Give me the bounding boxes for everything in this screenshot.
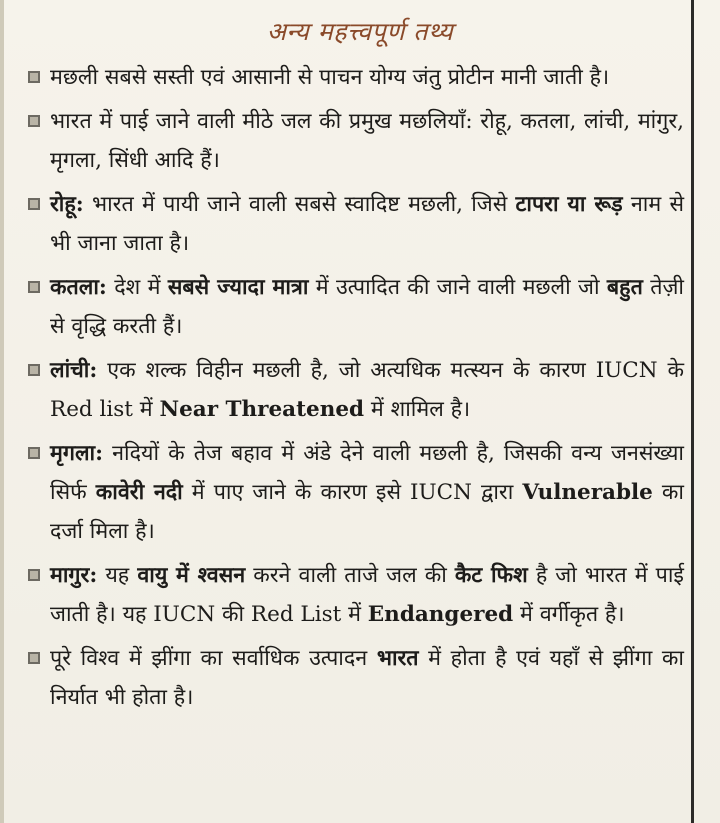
- fact-emphasis: Vulnerable: [522, 480, 653, 505]
- fact-text: पूरे विश्व में झींगा का सर्वाधिक उत्पादन: [50, 646, 377, 671]
- fact-term: लांची:: [50, 358, 98, 383]
- fact-item-katla: [28, 268, 692, 346]
- fact-emphasis: वायु में श्वसन: [137, 563, 246, 588]
- square-bullet-icon: [28, 198, 40, 210]
- fact-text: में वर्गीकृत है।: [513, 602, 625, 627]
- fact-text: का दर्जा मिला है।: [50, 480, 684, 544]
- fact-emphasis: टापरा या रूड़: [515, 192, 623, 217]
- square-bullet-icon: [28, 71, 40, 83]
- fact-item-magur: [28, 556, 692, 634]
- fact-emphasis: सबसे ज्यादा मात्रा: [167, 275, 309, 300]
- fact-text: में पाए जाने के कारण इसे IUCN द्वारा: [182, 480, 523, 505]
- square-bullet-icon: [28, 281, 40, 293]
- fact-term: रोहू:: [50, 192, 84, 217]
- fact-item-prawn: [28, 639, 692, 717]
- fact-text: करने वाली ताजे जल की: [245, 563, 455, 588]
- square-bullet-icon: [28, 447, 40, 459]
- fact-text: देश में: [106, 275, 168, 300]
- fact-item-freshwater-fishes: [28, 102, 692, 180]
- fact-term: मागुर:: [50, 563, 98, 588]
- fact-term: मृगला:: [50, 441, 104, 466]
- fact-emphasis: Endangered: [367, 602, 514, 627]
- fact-item-rohu: [28, 185, 692, 263]
- fact-text: एक शल्क विहीन मछली है, जो अत्यधिक मत्स्यन के कारण IUCN के Red list में: [50, 358, 684, 422]
- square-bullet-icon: [28, 652, 40, 664]
- fact-emphasis: कावेरी नदी: [95, 480, 183, 505]
- fact-text: यह: [97, 563, 138, 588]
- fact-text: मछली सबसे सस्ती एवं आसानी से पाचन योग्य जंतु प्रोटीन मानी जाती है।: [50, 65, 610, 90]
- fact-item-mrigal: [28, 434, 692, 551]
- facts-list: [28, 58, 692, 717]
- fact-item-fish-protein: [28, 58, 692, 97]
- fact-term: कतला:: [50, 275, 107, 300]
- fact-item-lanchi: [28, 351, 692, 429]
- section-heading: अन्य महत्त्वपूर्ण तथ्य: [266, 17, 454, 46]
- fact-emphasis: भारत: [376, 646, 419, 671]
- fact-text: भारत में पाई जाने वाली मीठे जल की प्रमुख मछलियाँ: रोहू, कतला, लांची, मांगुर, मृगला, सिंधी आदि हैं।: [50, 109, 684, 173]
- square-bullet-icon: [28, 364, 40, 376]
- fact-text: में उत्पादित की जाने वाली मछली जो: [308, 275, 607, 300]
- square-bullet-icon: [28, 569, 40, 581]
- fact-emphasis: Near Threatened: [159, 397, 365, 422]
- fact-text: नाम से भी जाना जाता है।: [50, 192, 684, 256]
- square-bullet-icon: [28, 115, 40, 127]
- fact-text: में शामिल है।: [364, 397, 471, 422]
- fact-text: भारत में पायी जाने वाली सबसे स्वादिष्ट मछली, जिसे: [83, 192, 516, 217]
- fact-text: में होता है एवं यहाँ से झींगा का निर्यात भी होता है।: [50, 646, 685, 710]
- fact-text: नदियों के तेज बहाव में अंडे देने वाली मछली है, जिसकी वन्य जनसंख्या सिर्फ: [50, 441, 684, 505]
- page-left-edge: [0, 0, 4, 823]
- fact-text: तेज़ी से वृद्धि करती हैं।: [50, 275, 684, 339]
- fact-emphasis: कैट फिश: [454, 563, 528, 588]
- fact-text: है जो भारत में पाई जाती है। यह IUCN की Red List में: [50, 563, 684, 627]
- fact-emphasis: बहुत: [606, 275, 643, 300]
